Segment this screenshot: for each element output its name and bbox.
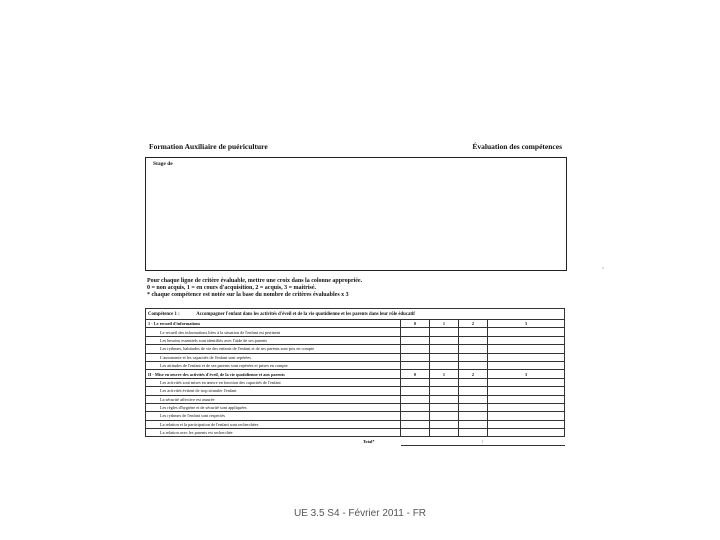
stage-label: Stage de — [153, 161, 173, 167]
instructions — [147, 278, 563, 300]
criterion: La relation avec les parents est recherchée — [146, 429, 401, 437]
score-cell[interactable] — [401, 378, 430, 386]
table-row — [146, 429, 565, 437]
score-cell[interactable] — [430, 378, 459, 386]
score-cell[interactable] — [430, 412, 459, 420]
score-cell[interactable] — [430, 361, 459, 369]
competence-text: Accompagner l'enfant dans les activités d'éveil et de la vie quotidienne et les parents dans leur rôle éducatif — [196, 311, 415, 317]
scanned-evaluation-form — [143, 138, 568, 478]
score-cell[interactable] — [430, 345, 459, 353]
score-cell[interactable] — [488, 328, 565, 336]
score-cell[interactable] — [459, 353, 488, 361]
criterion: La relation et la participation de l'enfant sont recherchées — [146, 420, 401, 428]
col-2: 2 — [459, 320, 488, 328]
score-cell[interactable] — [401, 353, 430, 361]
col-3: 3 — [488, 370, 565, 378]
table-row — [146, 336, 565, 344]
score-cell[interactable] — [488, 395, 565, 403]
score-cell[interactable] — [488, 403, 565, 411]
score-cell[interactable] — [459, 429, 488, 437]
total-value: / — [401, 437, 565, 445]
col-1: 1 — [430, 370, 459, 378]
scan-speck — [602, 267, 604, 269]
score-cell[interactable] — [488, 412, 565, 420]
criterion: L'autonomie et les capacités de l'enfant sont repérées — [146, 353, 401, 361]
col-0: 0 — [401, 320, 430, 328]
score-cell[interactable] — [488, 353, 565, 361]
score-cell[interactable] — [401, 429, 430, 437]
score-cell[interactable] — [459, 412, 488, 420]
stage-box — [145, 157, 567, 271]
criterion: La sécurité affective est assurée — [146, 395, 401, 403]
criterion: Le recueil des informations liées à la situation de l'enfant est pertinent — [146, 328, 401, 336]
form-title: Formation Auxiliaire de puériculture — [149, 142, 268, 151]
criterion: Les activités sont mises en œuvre en fonction des capacités de l'enfant — [146, 378, 401, 386]
total-label: Total* — [362, 438, 375, 444]
score-cell[interactable] — [401, 345, 430, 353]
score-cell[interactable] — [430, 429, 459, 437]
score-cell[interactable] — [488, 420, 565, 428]
section-1-title: 1 - Le recueil d'informations — [146, 320, 401, 328]
score-cell[interactable] — [430, 420, 459, 428]
score-cell[interactable] — [488, 336, 565, 344]
score-cell[interactable] — [401, 420, 430, 428]
slide-footer: UE 3.5 S4 - Février 2011 - FR — [293, 508, 427, 519]
competence-row — [146, 309, 565, 320]
col-0: 0 — [401, 370, 430, 378]
score-cell[interactable] — [430, 395, 459, 403]
score-cell[interactable] — [459, 395, 488, 403]
criterion: Les rythmes, habitudes de vie des enfants de l'enfant et de ses parents sont pris en compte — [146, 345, 401, 353]
section-1-header — [146, 320, 565, 328]
criteria-table — [145, 308, 565, 446]
score-cell[interactable] — [430, 387, 459, 395]
col-1: 1 — [430, 320, 459, 328]
col-2: 2 — [459, 370, 488, 378]
score-cell[interactable] — [401, 403, 430, 411]
score-cell[interactable] — [459, 387, 488, 395]
score-cell[interactable] — [401, 336, 430, 344]
table-row — [146, 387, 565, 395]
table-row — [146, 412, 565, 420]
score-cell[interactable] — [488, 429, 565, 437]
table-row — [146, 328, 565, 336]
score-cell[interactable] — [430, 353, 459, 361]
score-cell[interactable] — [401, 412, 430, 420]
score-cell[interactable] — [459, 361, 488, 369]
criterion: Les règles d'hygiène et de sécurité sont appliquées — [146, 403, 401, 411]
criterion: Les rythmes de l'enfant sont respectés — [146, 412, 401, 420]
score-cell[interactable] — [430, 336, 459, 344]
score-cell[interactable] — [459, 420, 488, 428]
score-cell[interactable] — [459, 336, 488, 344]
criterion: Les activités évitent de trop stimuler l'enfant — [146, 387, 401, 395]
score-cell[interactable] — [430, 403, 459, 411]
score-cell[interactable] — [459, 328, 488, 336]
instruction-line-3: * chaque compétence est notée sur la base du nombre de critères évaluables x 3 — [147, 292, 349, 299]
score-cell[interactable] — [459, 345, 488, 353]
table-row — [146, 395, 565, 403]
score-cell[interactable] — [459, 378, 488, 386]
total-row — [146, 437, 565, 445]
form-subtitle: Évaluation des compétences — [472, 142, 562, 151]
score-cell[interactable] — [401, 361, 430, 369]
criterion: Les besoins essentiels sont identifiés avec l'aide de ses parents — [146, 336, 401, 344]
section-2-title: II - Mise en œuvre des activités d'éveil, de la vie quotidienne et aux parents — [146, 370, 401, 378]
table-row — [146, 353, 565, 361]
score-cell[interactable] — [459, 403, 488, 411]
competence-label: Compétence 1 : — [148, 311, 180, 317]
score-cell[interactable] — [401, 395, 430, 403]
score-cell[interactable] — [401, 328, 430, 336]
table-row — [146, 345, 565, 353]
score-cell[interactable] — [488, 378, 565, 386]
table-row — [146, 420, 565, 428]
score-cell[interactable] — [488, 345, 565, 353]
score-cell[interactable] — [430, 328, 459, 336]
score-cell[interactable] — [401, 387, 430, 395]
competence-cell — [146, 309, 565, 320]
criterion: Les attitudes de l'enfant et de ses parents sont repérées et prises en compte — [146, 361, 401, 369]
instruction-line-2: 0 = non acquis, 1 = en cours d'acquisition, 2 = acquis, 3 = maitrisé. — [147, 285, 317, 292]
table-row — [146, 378, 565, 386]
score-cell[interactable] — [488, 387, 565, 395]
table-row — [146, 403, 565, 411]
table-row — [146, 361, 565, 369]
section-2-header — [146, 370, 565, 378]
instruction-line-1: Pour chaque ligne de critère évaluable, mettre une croix dans la colonne appropriée. — [147, 278, 363, 284]
col-3: 3 — [488, 320, 565, 328]
score-cell[interactable] — [488, 361, 565, 369]
